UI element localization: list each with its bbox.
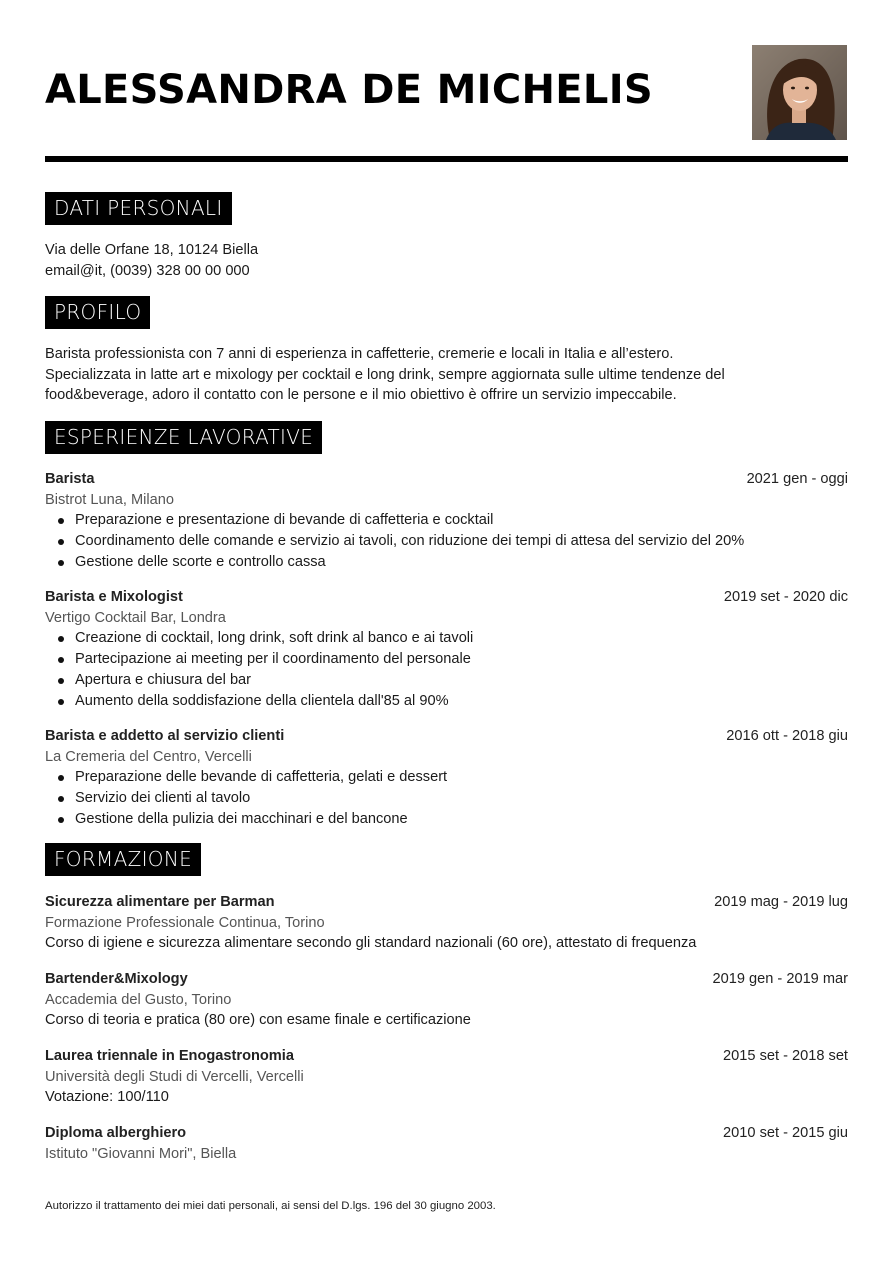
experience-entry — [45, 726, 848, 830]
education-entry — [45, 1123, 848, 1164]
course-title: Laurea triennale in Enogastronomia — [45, 1048, 294, 1064]
personal-details — [45, 240, 848, 281]
profile-photo — [752, 45, 847, 140]
institution: Formazione Professionale Continua, Torino — [45, 914, 325, 931]
list-item: Apertura e chiusura del bar — [45, 670, 848, 691]
list-item: Preparazione delle bevande di caffetteria, gelati e dessert — [45, 767, 848, 788]
section-title-profile: PROFILO — [45, 296, 150, 329]
profile-photo-image — [752, 45, 847, 140]
list-item: Preparazione e presentazione di bevande di caffetteria e cocktail — [45, 510, 848, 531]
course-dates: 2019 gen - 2019 mar — [712, 971, 848, 987]
course-title: Bartender&Mixology — [45, 971, 188, 987]
list-item: Servizio dei clienti al tavolo — [45, 788, 848, 809]
employer: Vertigo Cocktail Bar, Londra — [45, 609, 226, 626]
list-item: Creazione di cocktail, long drink, soft drink al banco e ai tavoli — [45, 628, 848, 649]
list-item: Aumento della soddisfazione della clientela dall'85 al 90% — [45, 691, 848, 712]
profile-line: Specializzata in latte art e mixology per cocktail e long drink, sempre aggiornata sulle ultime tendenze del — [45, 366, 725, 383]
profile-summary — [45, 344, 848, 406]
contact-line: email@it, (0039) 328 00 00 000 — [45, 262, 250, 279]
list-item: Gestione delle scorte e controllo cassa — [45, 552, 848, 573]
list-item: Partecipazione ai meeting per il coordinamento del personale — [45, 649, 848, 670]
job-dates: 2021 gen - oggi — [746, 471, 848, 487]
experience-entry — [45, 587, 848, 711]
course-dates: 2010 set - 2015 giu — [723, 1125, 848, 1141]
job-duties — [45, 767, 848, 829]
privacy-consent: Autorizzo il trattamento dei miei dati personali, ai sensi del D.lgs. 196 del 30 giugno 2003. — [45, 1200, 496, 1212]
candidate-name: ALESSANDRA DE MICHELIS — [45, 67, 653, 113]
job-title: Barista — [45, 471, 95, 487]
course-title: Diploma alberghiero — [45, 1125, 187, 1141]
course-dates: 2015 set - 2018 set — [723, 1048, 848, 1064]
job-title: Barista e Mixologist — [45, 589, 183, 605]
job-dates: 2019 set - 2020 dic — [723, 589, 848, 605]
address-line: Via delle Orfane 18, 10124 Biella — [45, 242, 259, 258]
list-item: Gestione della pulizia dei macchinari e del bancone — [45, 809, 848, 830]
course-description: Corso di igiene e sicurezza alimentare secondo gli standard nazionali (60 ore), attestato di frequenza — [45, 935, 697, 952]
employer: Bistrot Luna, Milano — [45, 491, 174, 508]
institution: Università degli Studi di Vercelli, Vercelli — [45, 1068, 304, 1085]
institution: Accademia del Gusto, Torino — [45, 991, 232, 1008]
education-entry — [45, 1046, 848, 1108]
course-dates: 2019 mag - 2019 lug — [714, 894, 848, 910]
section-title-personal: DATI PERSONALI — [45, 192, 232, 225]
education-entry — [45, 892, 848, 954]
header-divider — [45, 156, 848, 162]
course-title: Sicurezza alimentare per Barman — [45, 894, 275, 910]
section-title-education: FORMAZIONE — [45, 843, 201, 876]
profile-line: food&beverage, adoro il contatto con le persone e il mio obiettivo è offrire un servizio impeccabile. — [45, 387, 677, 404]
experience-entry — [45, 469, 848, 573]
list-item: Coordinamento delle comande e servizio ai tavoli, con riduzione dei tempi di attesa del servizio del 20% — [45, 531, 848, 552]
job-dates: 2016 ott - 2018 giu — [726, 728, 848, 744]
education-entry — [45, 969, 848, 1031]
section-title-experience: ESPERIENZE LAVORATIVE — [45, 421, 322, 454]
job-duties — [45, 628, 848, 711]
institution: Istituto "Giovanni Mori", Biella — [45, 1145, 237, 1162]
course-description: Corso di teoria e pratica (80 ore) con esame finale e certificazione — [45, 1012, 471, 1029]
profile-line: Barista professionista con 7 anni di esperienza in caffetterie, cremerie e locali in Italia e all’estero. — [45, 346, 674, 362]
job-duties — [45, 510, 848, 572]
course-description: Votazione: 100/110 — [45, 1089, 169, 1106]
job-title: Barista e addetto al servizio clienti — [45, 728, 285, 744]
employer: La Cremeria del Centro, Vercelli — [45, 748, 252, 765]
